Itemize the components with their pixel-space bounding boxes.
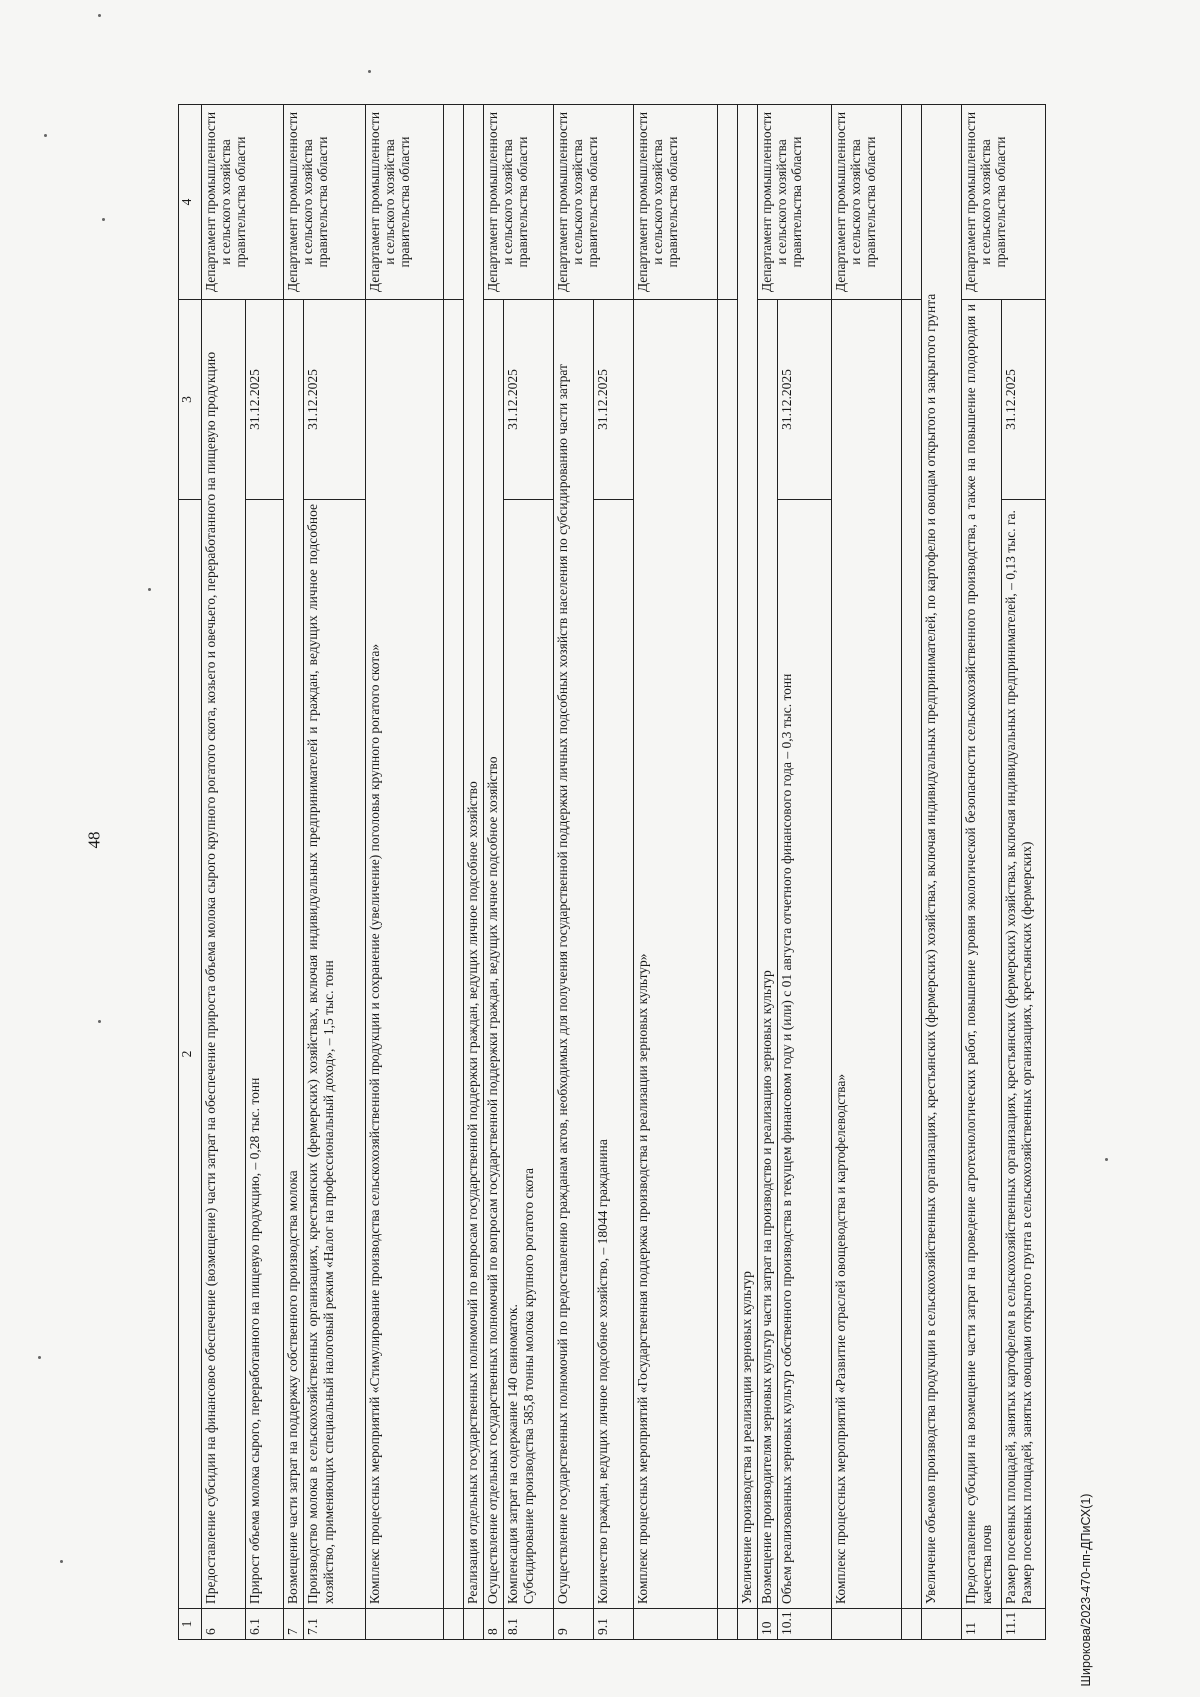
scan-speck (60, 1560, 63, 1563)
deadline-date: 31.12.2025 (778, 300, 832, 500)
responsible-department: Департамент промышленности и сельского хозяйства правительства области (962, 105, 1046, 300)
row-text: Осуществление отдельных государственных полномочий по вопросам государственной поддержки граждан, ведущих личное подсобное хозяйство (484, 300, 504, 1609)
row-text: Прирост объема молока сырого, переработанного на пищевую продукцию, – 0,28 тыс. тонн (246, 500, 284, 1609)
row-number: 6.1 (246, 1609, 284, 1640)
page-number: 48 (84, 831, 104, 849)
complex-title: Комплекс процессных мероприятий «Государственная поддержка производства и реализации зерновых культур» (634, 300, 718, 1609)
deadline-date: 31.12.2025 (504, 300, 554, 500)
row-number (832, 1609, 902, 1640)
row-number (634, 1609, 718, 1640)
row-number (464, 1609, 484, 1640)
column-number: 1 (179, 1609, 202, 1640)
scan-speck (148, 588, 151, 591)
scan-speck (98, 14, 101, 17)
table-row (366, 105, 444, 1640)
row-text: Объем реализованных зерновых культур собственного производства в текущем финансовом году и (или) с 01 августа отчетного финансового года – 0,3 тыс. тонн (778, 500, 832, 1609)
row-text (1002, 500, 1046, 1609)
row-number: 9 (554, 1609, 594, 1640)
table-row (504, 105, 554, 1640)
row-text-line: Компенсация затрат на содержание 140 свиноматок. (505, 1304, 520, 1604)
table-row (778, 105, 832, 1640)
row-number: 10 (758, 1609, 778, 1640)
row-number: 9.1 (594, 1609, 634, 1640)
row-number (922, 1609, 962, 1640)
table-row (1002, 105, 1046, 1640)
task-title: Увеличение производства и реализации зерновых культур (738, 105, 758, 1609)
row-text: Возмещение производителям зерновых культур части затрат на производство и реализацию зерновых культур (758, 300, 778, 1609)
responsible-department: Департамент промышленности и сельского хозяйства правительства области (202, 105, 284, 300)
scan-speck (98, 1020, 101, 1023)
scan-speck (44, 134, 47, 137)
task-title: Реализация отдельных государственных полномочий по вопросам государственной поддержки граждан, ведущих личное подсобное хозяйство (464, 105, 484, 1609)
row-number: 7 (284, 1609, 304, 1640)
row-text: Осуществление государственных полномочий по предоставлению гражданам актов, необходимых для получения государственной поддержки личных подсобных хозяйств населения по субсидированию части затрат (554, 300, 594, 1609)
row-text: Предоставление субсидии на возмещение части затрат на проведение агротехнологических работ, повышение уровня экологической безопасности сельскохозяйственного производства, а также на повышение плодородия и качества почв (962, 300, 1002, 1609)
row-text: Производство молока в сельскохозяйственных организациях, крестьянских (фермерских) хозяйствах, включая индивидуальных предпринимателей и граждан, ведущих личное подсобное хозяйство, применяющих специальный налоговый режим «Налог на профессиональный доход», – 1,5 тыс. тонн (304, 500, 366, 1609)
row-number: 11.1 (1002, 1609, 1046, 1640)
column-number: 3 (179, 300, 202, 500)
table-row (594, 105, 634, 1640)
responsible-department: Департамент промышленности и сельского хозяйства правительства области (634, 105, 718, 300)
row-text: Предоставление субсидии на финансовое обеспечение (возмещение) части затрат на обеспечение прироста объема молока сырого крупного рогатого скота, козьего и овечьего, переработанного на пищевую продукцию (202, 300, 246, 1609)
table-row (246, 105, 284, 1640)
table-row (634, 105, 718, 1640)
deadline-date: 31.12.2025 (246, 300, 284, 500)
column-number: 4 (179, 105, 202, 300)
table-row (304, 105, 366, 1640)
responsible-department: Департамент промышленности и сельского хозяйства правительства области (832, 105, 902, 300)
empty-row (902, 105, 922, 1640)
row-number: 7.1 (304, 1609, 366, 1640)
scan-speck (38, 1356, 41, 1359)
empty-row (718, 105, 738, 1640)
table-row (484, 105, 504, 1640)
responsible-department: Департамент промышленности и сельского хозяйства правительства области (554, 105, 634, 300)
table-row (284, 105, 304, 1640)
table-row (554, 105, 594, 1640)
table-row (202, 105, 246, 1640)
row-number: 8.1 (504, 1609, 554, 1640)
table-row (962, 105, 1002, 1640)
column-number-row (179, 105, 202, 1640)
row-number: 10.1 (778, 1609, 832, 1640)
row-text-line: Размер посевных площадей, занятых овощами открытого грунта в сельскохозяйственных организациях, крестьянских (фермерских) (1018, 841, 1034, 1604)
row-text-line: Субсидирование производства 585,8 тонны молока крупного рогатого скота (520, 1168, 536, 1604)
scan-speck (368, 70, 371, 73)
row-text-line: Размер посевных площадей, занятых картофелем в сельскохозяйственных организациях, крестьянских (фермерских) хозяйствах, включая индивидуальных предпринимателей, – 0,13 тыс. га. (1003, 510, 1018, 1604)
scan-speck (1105, 1158, 1108, 1161)
doc-code: Широкова/2023-470-пп-ДПиСХ(1) (1079, 1493, 1093, 1687)
row-number (366, 1609, 444, 1640)
deadline-date: 31.12.2025 (1002, 300, 1046, 500)
responsible-department: Департамент промышленности и сельского хозяйства правительства области (366, 105, 444, 300)
table-row (464, 105, 484, 1640)
row-text: Количество граждан, ведущих личное подсобное хозяйство, – 18044 гражданина (594, 500, 634, 1609)
scan-speck (102, 218, 105, 221)
table-row (832, 105, 902, 1640)
complex-title: Комплекс процессных мероприятий «Развитие отраслей овощеводства и картофелеводства» (832, 300, 902, 1609)
row-number (738, 1609, 758, 1640)
plan-table (178, 104, 1046, 1640)
row-number: 6 (202, 1609, 246, 1640)
row-text (504, 500, 554, 1609)
empty-row (444, 105, 464, 1640)
row-number: 11 (962, 1609, 1002, 1640)
deadline-date: 31.12.2025 (594, 300, 634, 500)
row-text: Возмещение части затрат на поддержку собственного производства молока (284, 300, 304, 1609)
responsible-department: Департамент промышленности и сельского хозяйства правительства области (484, 105, 554, 300)
rotated-table-wrapper (178, 105, 1034, 1640)
responsible-department: Департамент промышленности и сельского хозяйства правительства области (284, 105, 366, 300)
complex-title: Комплекс процессных мероприятий «Стимулирование производства сельскохозяйственной продукции и сохранение (увеличение) поголовья крупного рогатого скота» (366, 300, 444, 1609)
responsible-department: Департамент промышленности и сельского хозяйства правительства области (758, 105, 832, 300)
column-number: 2 (179, 500, 202, 1609)
deadline-date: 31.12.2025 (304, 300, 366, 500)
table-row (758, 105, 778, 1640)
row-number: 8 (484, 1609, 504, 1640)
table-row (922, 105, 962, 1640)
task-title: Увеличение объемов производства продукции в сельскохозяйственных организациях, крестьянских (фермерских) хозяйствах, включая индивидуальных предпринимателей, по картофелю и овощам открытого и закрытого грунта (922, 105, 962, 1609)
table-row (738, 105, 758, 1640)
